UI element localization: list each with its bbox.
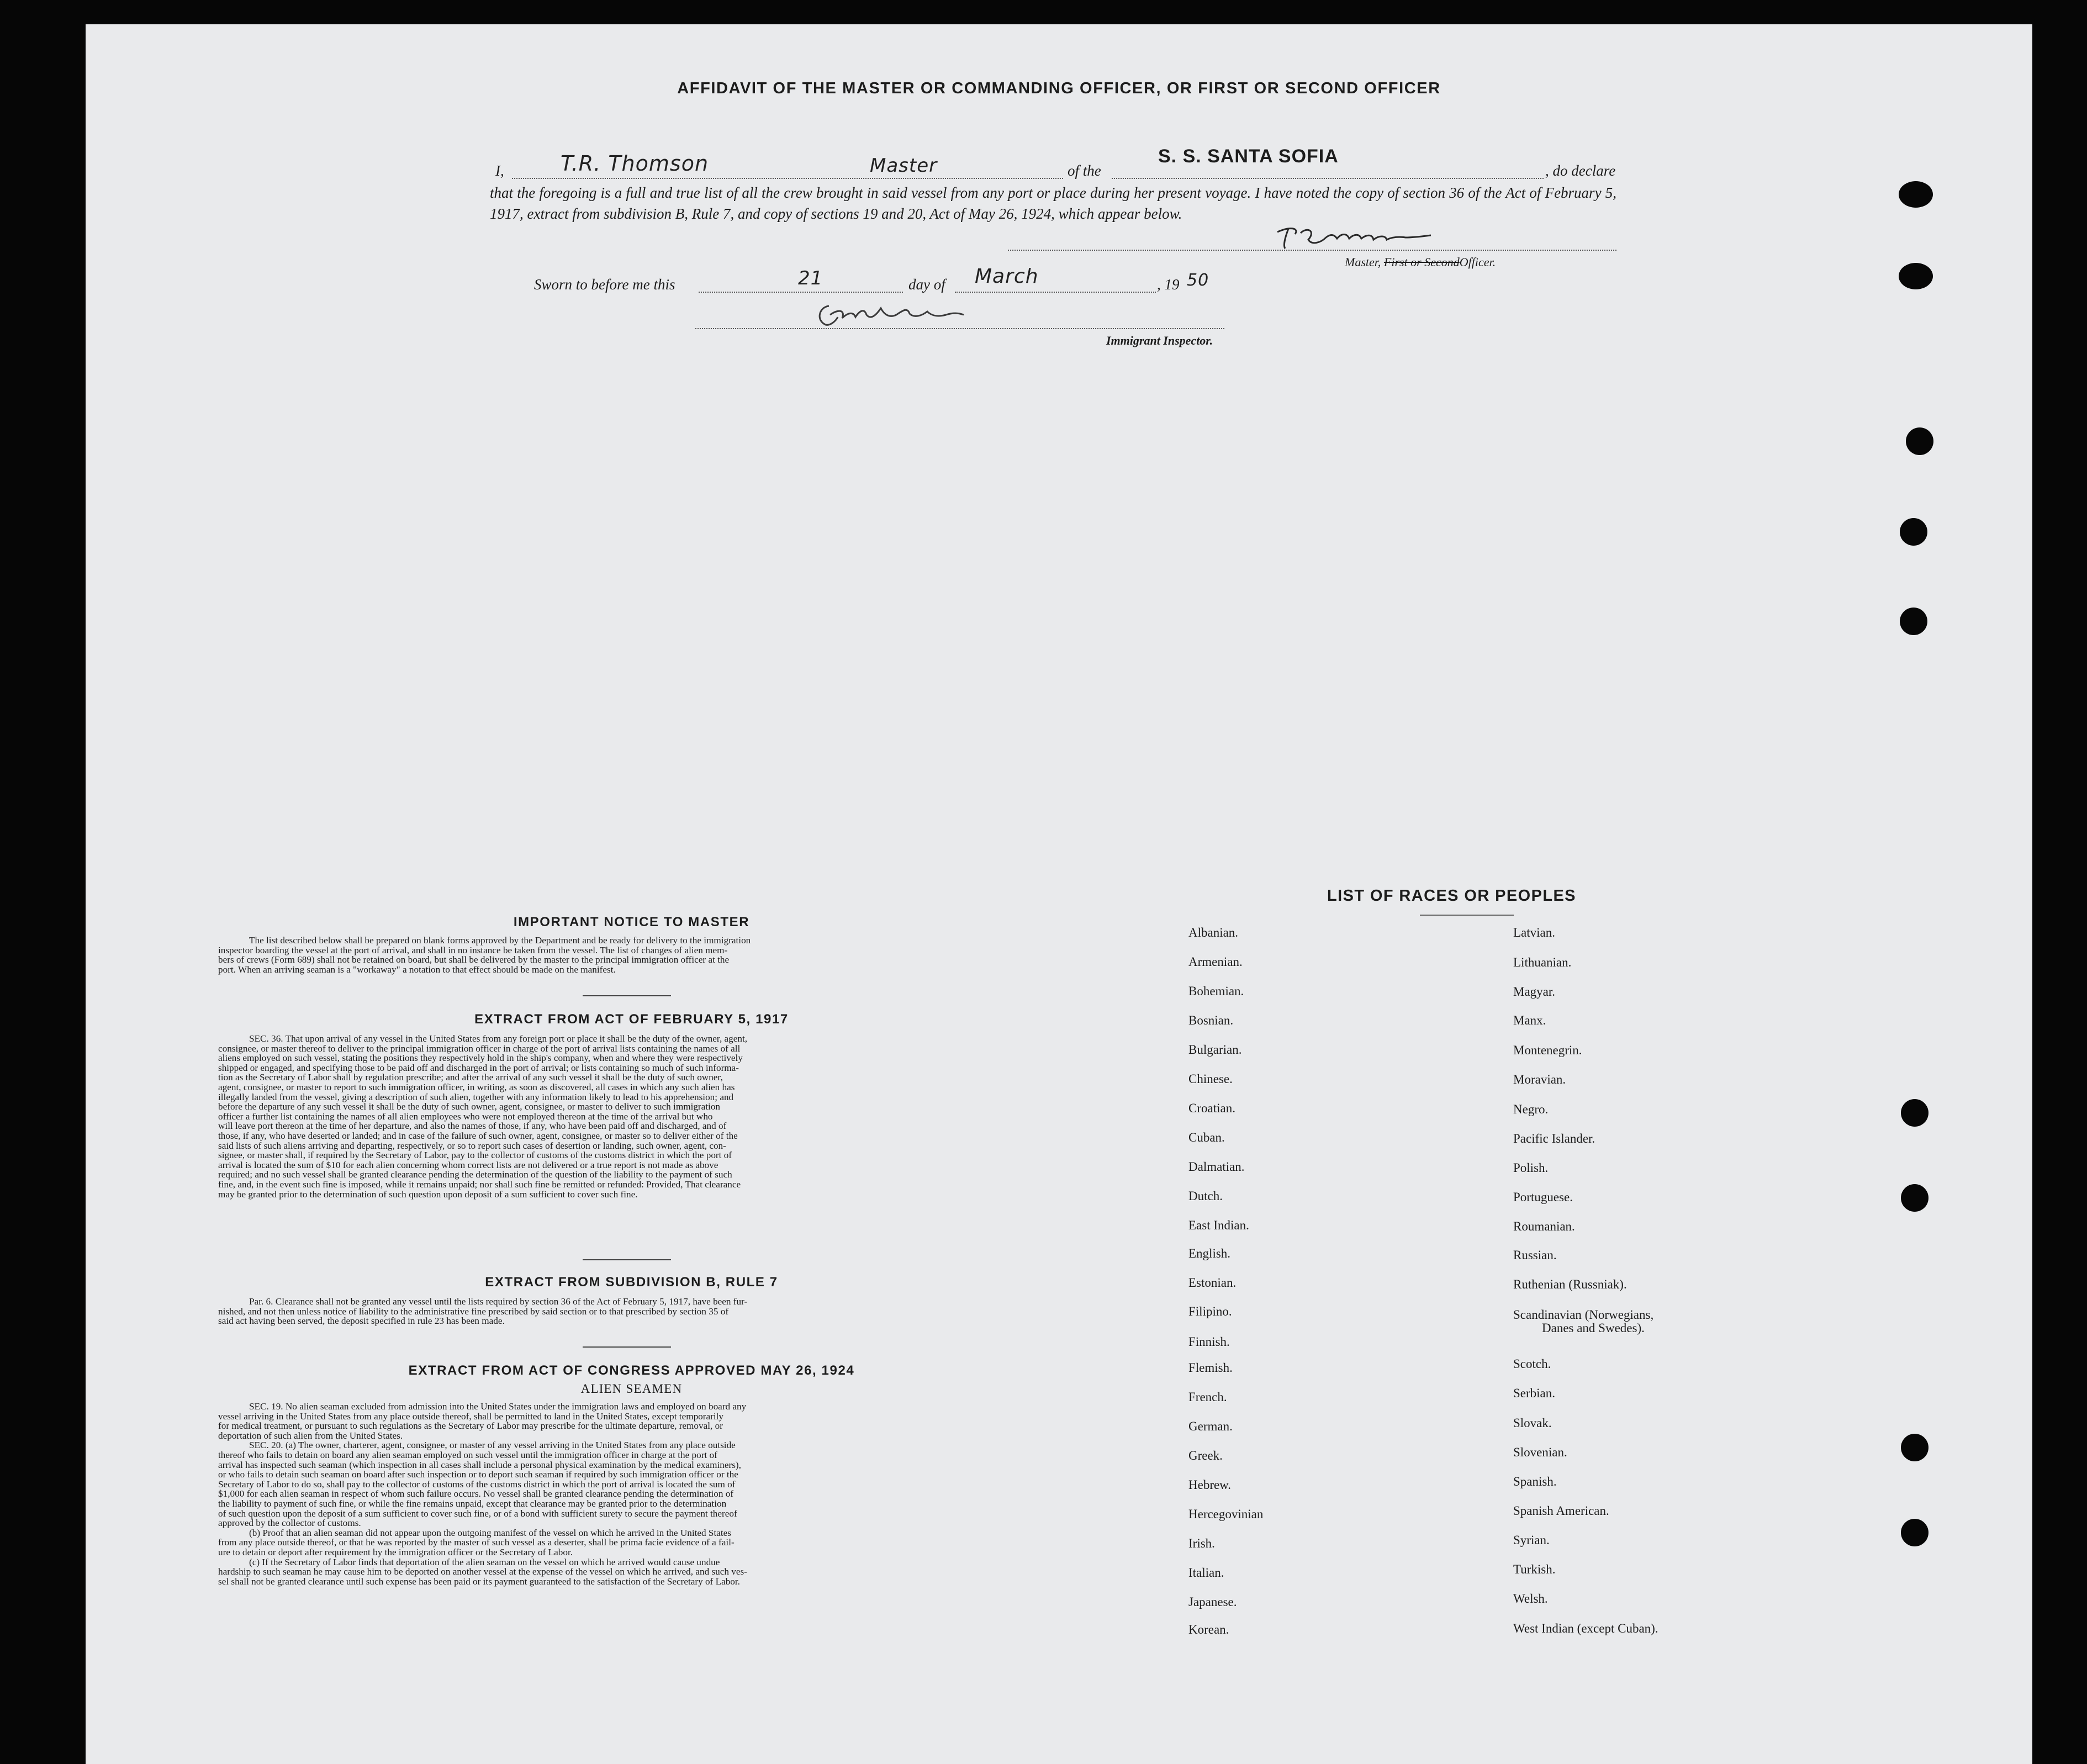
race-item: Bulgarian. — [1188, 1043, 1242, 1057]
sworn-label: Sworn to before me this — [534, 276, 675, 293]
document-page — [86, 24, 2032, 1764]
extract-line: fine, and, in the event such fine is imposed, while it remains unpaid; nor shall such fine be remitted or refunded: Provided, That clearance — [218, 1179, 741, 1190]
separator — [583, 995, 671, 996]
punch-hole — [1900, 518, 1927, 546]
punch-hole — [1899, 181, 1933, 208]
name-line — [512, 178, 1063, 179]
race-item: Montenegrin. — [1513, 1043, 1582, 1057]
caption-struck: First or Second — [1383, 255, 1460, 269]
extract-line: officer a further list containing the names of all alien employees who were not employed thereon at the time of the arrival but who — [218, 1111, 713, 1122]
extract-1924-title: EXTRACT FROM ACT OF CONGRESS APPROVED MAY 26, 1924 — [408, 1363, 855, 1378]
race-item: Armenian. — [1188, 955, 1243, 969]
extract-line: nished, and not then unless notice of liability to the administrative fine prescribed by said section or to that prescribed by section 35 of — [218, 1306, 729, 1317]
races-title: LIST OF RACES OR PEOPLES — [1327, 887, 1576, 905]
race-item: Serbian. — [1513, 1386, 1556, 1400]
sec20b-line: (b) Proof that an alien seaman did not appear upon the outgoing manifest of the vessel on which he arrived in the United States — [249, 1527, 731, 1538]
sec20c-line: hardship to such seaman he may cause him to be deported on another vessel at the expense of the vessel on which he arrived, and such ves- — [218, 1566, 747, 1577]
race-item: Roumanian. — [1513, 1219, 1575, 1233]
extract-line: those, if any, who have deserted or landed; and in case of the failure of such owner, agent, consignee, or master so to deliver either of the — [218, 1130, 738, 1141]
sec20c-line: (c) If the Secretary of Labor finds that deportation of the alien seaman on the vessel on which he arrived would cause undue — [249, 1556, 720, 1567]
important-notice-title: IMPORTANT NOTICE TO MASTER — [513, 915, 750, 929]
extract-line: said lists of such aliens arriving and departing, respectively, or so to report such cases of desertion or landing, such owner, agent, con- — [218, 1140, 726, 1151]
rank-handwritten: Master — [870, 155, 938, 177]
race-item: Scandinavian (Norwegians, — [1513, 1308, 1654, 1322]
race-item: French. — [1188, 1390, 1227, 1404]
extract-line: illegally landed from the vessel, giving a description of such alien, together with any information likely to lead to his apprehension; and — [218, 1091, 734, 1102]
separator — [583, 1259, 671, 1260]
do-declare-label: , do declare — [1545, 162, 1616, 179]
race-item: Welsh. — [1513, 1592, 1548, 1605]
race-item: Korean. — [1188, 1623, 1229, 1636]
sec20-line: approved by the collector of customs. — [218, 1518, 361, 1529]
affidavit-title: AFFIDAVIT OF THE MASTER OR COMMANDING OFFICER, OR FIRST OR SECOND OFFICER — [677, 80, 1441, 97]
race-item: English. — [1188, 1247, 1231, 1260]
sec19-line: SEC. 19. No alien seaman excluded from admission into the United States under the immigration laws and employed on board any — [249, 1401, 747, 1412]
extract-line: SEC. 36. That upon arrival of any vessel in the United States from any foreign port or place it shall be the duty of the owner, agent, — [249, 1033, 748, 1044]
race-item: Latvian. — [1513, 926, 1555, 939]
punch-hole — [1901, 1099, 1929, 1127]
day-of-label: day of — [908, 276, 945, 293]
extract-line: arrival is located the sum of $10 for each alien concerning whom correct lists are not delivered or a true report is not made as above — [218, 1159, 718, 1170]
race-item: Croatian. — [1188, 1101, 1235, 1115]
race-item: Lithuanian. — [1513, 955, 1572, 969]
of-the-label: of the — [1068, 162, 1101, 179]
extract-line: aliens employed on such vessel, stating the positions they respectively hold in the ship's company, when and where they were respectively — [218, 1053, 743, 1064]
race-item: Ruthenian (Russniak). — [1513, 1277, 1627, 1291]
important-notice-body — [218, 936, 1045, 974]
race-item: Slovak. — [1513, 1416, 1552, 1430]
extract-rule7-body — [218, 1297, 1045, 1326]
sec19-line: for medical treatment, or pursuant to such regulations as the Secretary of Labor may prescribe for the ultimate departure, removal, or — [218, 1420, 723, 1432]
punch-hole — [1901, 1434, 1929, 1461]
extract-rule7-title: EXTRACT FROM SUBDIVISION B, RULE 7 — [485, 1275, 778, 1290]
sec20-line: Secretary of Labor to do so, shall pay to the collector of customs of the customs district in which the port of arrival is located the sum of — [218, 1478, 736, 1490]
extract-1917-title: EXTRACT FROM ACT OF FEBRUARY 5, 1917 — [474, 1012, 789, 1027]
sec20b-line: ure to detain or deport after requirement by the immigration officer or the Secretary of Labor. — [218, 1546, 573, 1557]
punch-hole — [1899, 263, 1933, 289]
race-item: Hercegovinian — [1188, 1507, 1264, 1521]
sec20-line: or who fails to detain such seaman on board after such inspection or to deport such seaman if required by such immigration officer or the — [218, 1469, 738, 1480]
race-item: Polish. — [1513, 1161, 1549, 1175]
race-item: Bosnian. — [1188, 1013, 1234, 1027]
race-item: West Indian (except Cuban). — [1513, 1622, 1658, 1635]
extract-line: Par. 6. Clearance shall not be granted any vessel until the lists required by section 36 of the Act of February 5, 1917, have been fur- — [249, 1296, 748, 1307]
notice-line: inspector boarding the vessel at the port of arrival, and shall in no instance be taken from the vessel. The list of changes of alien mem- — [218, 944, 728, 955]
race-item: Spanish American. — [1513, 1504, 1609, 1518]
notice-line: port. When an arriving seaman is a "workaway" a notation to that effect should be made on the manifest. — [218, 964, 616, 975]
race-item: Scotch. — [1513, 1357, 1551, 1371]
race-item: Bohemian. — [1188, 984, 1244, 998]
notice-line: The list described below shall be prepared on blank forms approved by the Department and be ready for delivery to the immigration — [249, 935, 751, 946]
extract-line: agent, consignee, or master to report to such immigration officer, in writing, as soon as discovered, all cases in which any such alien has — [218, 1081, 735, 1092]
master-name-handwritten: T.R. Thomson — [561, 151, 709, 176]
extract-line: required; and no such vessel shall be granted clearance pending the determination of the question of the liability to the payment of such — [218, 1169, 732, 1180]
extract-1917 — [218, 1012, 1045, 1199]
caption-master: Master, — [1345, 255, 1381, 269]
race-item: East Indian. — [1188, 1218, 1249, 1232]
race-item: Pacific Islander. — [1513, 1132, 1595, 1145]
vessel-name-stamp: S. S. SANTA SOFIA — [1158, 146, 1339, 167]
races-title-rule — [1420, 915, 1514, 916]
punch-hole — [1906, 427, 1933, 455]
race-item: Flemish. — [1188, 1361, 1233, 1375]
sec20-line: arrival has inspected such seaman (which inspection in all cases shall include a personal physical examination by the medical examiners), — [218, 1459, 741, 1470]
sworn-month-handwritten: March — [975, 265, 1039, 288]
race-item-continuation: Danes and Swedes). — [1542, 1321, 1645, 1335]
extract-1924-body — [218, 1402, 1045, 1586]
race-item: Irish. — [1188, 1536, 1215, 1550]
notice-line: bers of crews (Form 689) shall not be retained on board, but shall be delivered by the master to the principal immigration officer at the — [218, 954, 730, 965]
extract-line: signee, or master shall, if required by the Secretary of Labor, pay to the collector of customs of the customs district in which the port of — [218, 1150, 732, 1161]
race-item: Japanese. — [1188, 1595, 1237, 1609]
race-item: German. — [1188, 1419, 1233, 1433]
race-item: Syrian. — [1513, 1533, 1550, 1547]
inspector-caption: Immigrant Inspector. — [1106, 334, 1213, 347]
race-item: Hebrew. — [1188, 1478, 1232, 1492]
punch-hole — [1901, 1184, 1929, 1212]
sec20-line: SEC. 20. (a) The owner, charterer, agent, consignee, or master of any vessel arriving in the United States from any place outside — [249, 1440, 736, 1451]
sworn-year-prefix: , 19 — [1157, 276, 1180, 293]
sec20b-line: from any place outside thereof, or that he was reported by the master of such vessel as a deserter, shall be prima facie evidence of a fail- — [218, 1537, 735, 1548]
sworn-day-line — [699, 292, 903, 293]
punch-hole — [1901, 1519, 1929, 1546]
punch-hole — [1900, 608, 1927, 635]
race-item: Finnish. — [1188, 1335, 1230, 1349]
extract-line: said act having been served, the deposit specified in rule 23 has been made. — [218, 1316, 505, 1327]
race-item: Filipino. — [1188, 1304, 1232, 1318]
race-item: Albanian. — [1188, 926, 1239, 939]
race-item: Moravian. — [1513, 1073, 1566, 1086]
extract-1917-body — [218, 1034, 1045, 1199]
race-item: Estonian. — [1188, 1276, 1237, 1290]
signature-caption — [1345, 255, 1496, 270]
race-item: Greek. — [1188, 1449, 1223, 1462]
extract-rule7 — [218, 1275, 1045, 1326]
sec20-line: of such question upon the deposit of a sum sufficient to cover such fine, or of a bond with sufficient surety to secure the payment thereof — [218, 1508, 737, 1519]
affidavit-statement: that the foregoing is a full and true list of all the crew brought in said vessel from any port or place during her present voyage. I have noted the copy of section 36 of the Act of February 5, 1917, extract from subdivision B, Rule 7, and copy of sections 19 and 20, Act of May 26, 1924, which appear below. — [490, 184, 1616, 222]
sworn-year-handwritten: 50 — [1187, 271, 1209, 290]
sec20-line: the liability to payment of such fine, or while the fine remains unpaid, except that clearance may be granted prior to the determination — [218, 1498, 727, 1509]
i-label: I, — [495, 162, 504, 179]
race-item: Russian. — [1513, 1248, 1557, 1262]
extract-line: shipped or engaged, and specifying those to be paid off and discharged in the port of arrival; or lists containing so much of such informa- — [218, 1062, 739, 1073]
extract-line: will leave port thereon at the time of her departure, and also the names of those, if any, who have been paid off and discharged, and of — [218, 1121, 727, 1132]
extract-line: may be granted prior to the determination of such question upon deposit of a sum sufficient to cover such fine. — [218, 1189, 638, 1200]
extract-1924 — [218, 1363, 1045, 1586]
race-item: Slovenian. — [1513, 1445, 1567, 1459]
master-signature — [1273, 221, 1433, 257]
race-item: Spanish. — [1513, 1475, 1557, 1488]
important-notice — [218, 915, 1045, 974]
race-item: Dutch. — [1188, 1189, 1223, 1203]
extract-line: tion as the Secretary of Labor shall by regulation prescribe; and after the arrival of any such vessel it shall be the duty of such owner, — [218, 1072, 723, 1083]
inspector-signature — [813, 298, 979, 336]
vessel-line — [1112, 178, 1544, 179]
sworn-month-line — [955, 292, 1156, 293]
extract-line: before the departure of any such vessel it shall be the duty of such owner, agent, consignee, or master to deliver to such immigration — [218, 1101, 721, 1112]
sec20-line: $1,000 for each alien seaman in respect of whom such failure occurs. No vessel shall be granted clearance pending the determination of — [218, 1488, 734, 1499]
caption-officer: Officer. — [1459, 255, 1496, 269]
sec20c-line: sel shall not be granted clearance until such expense has been paid or its payment guaranteed to the satisfaction of the Secretary of Labor. — [218, 1576, 740, 1587]
extract-line: consignee, or master thereof to deliver to the principal immigration officer in charge of the port of arrival lists containing the names of all — [218, 1043, 741, 1054]
sec20-line: thereof who fails to detain on board any alien seaman employed on such vessel until the immigration officer in charge at the port of — [218, 1449, 717, 1460]
race-item: Magyar. — [1513, 985, 1556, 999]
race-item: Turkish. — [1513, 1562, 1556, 1576]
sec19-line: deportation of such alien from the United States. — [218, 1430, 403, 1441]
race-item: Chinese. — [1188, 1072, 1233, 1086]
sworn-day-handwritten: 21 — [798, 267, 823, 289]
separator — [583, 1346, 671, 1348]
race-item: Negro. — [1513, 1102, 1549, 1116]
extract-1924-subtitle: ALIEN SEAMEN — [580, 1382, 683, 1396]
race-item: Italian. — [1188, 1566, 1224, 1580]
sec19-line: vessel arriving in the United States from any place outside thereof, shall be permitted to land in the United States, except temporarily — [218, 1411, 723, 1422]
race-item: Dalmatian. — [1188, 1160, 1245, 1174]
race-item: Cuban. — [1188, 1131, 1225, 1144]
race-item: Manx. — [1513, 1013, 1546, 1027]
race-item: Portuguese. — [1513, 1190, 1573, 1204]
